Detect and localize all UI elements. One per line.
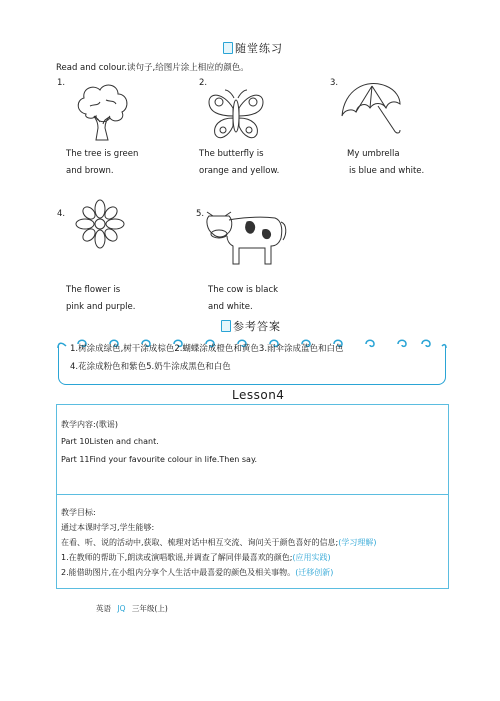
lesson-goal-1: 1.在教师的帮助下,朗读或演唱歌谣,并调查了解同伴最喜欢的颜色;(应用实践)	[61, 553, 331, 562]
item-caption-2: The butterfly is orange and yellow.	[199, 149, 280, 176]
umbrella-picture	[336, 76, 406, 142]
footer-grade: 三年级(上)	[131, 604, 168, 613]
item-caption-4: The flower is pink and purple.	[66, 285, 136, 312]
practice-title	[223, 40, 283, 56]
practice-instruction: Read and colour.读句子,给图片涂上相应的颜色。	[56, 63, 249, 73]
page-footer	[96, 603, 168, 614]
butterfly-picture	[205, 88, 267, 144]
item-number-2: 2.	[199, 78, 208, 88]
notebook-icon	[221, 320, 231, 332]
cow-picture	[199, 204, 289, 270]
footer-subject: 英语	[96, 604, 111, 613]
item-caption-3: My umbrella is blue and white.	[347, 149, 425, 176]
lesson-goals-label: 教学目标:	[61, 508, 96, 517]
practice-title-text: 随堂练习	[235, 42, 283, 55]
lesson-goals-intro: 通过本课时学习,学生能够:	[61, 523, 155, 532]
answers-line-2: 4.花涂成粉色和紫色5.奶牛涂成黑色和白色	[70, 362, 231, 372]
answers-line-1: 1.树涂成绿色,树干涂成棕色2.蝴蝶涂成橙色和黄色3.雨伞涂成蓝色和白色	[70, 344, 344, 354]
goal-tag: (迁移创新)	[295, 568, 334, 577]
item-caption-5: The cow is black and white.	[208, 285, 279, 312]
lesson-divider	[57, 494, 448, 495]
lesson-part-10: Part 10Listen and chant.	[61, 437, 159, 446]
item-number-4: 4.	[57, 209, 66, 219]
lesson-content-label: 教学内容:(歌谣)	[61, 420, 118, 429]
notebook-icon	[223, 42, 233, 54]
lesson-plan-box	[56, 404, 449, 589]
footer-code: JQ	[117, 604, 126, 613]
answers-title-text: 参考答案	[233, 320, 281, 333]
lesson-title: Lesson4	[232, 388, 285, 402]
answers-title	[221, 318, 281, 334]
goal-tag: (学习理解)	[338, 538, 377, 547]
item-number-5: 5.	[196, 209, 205, 219]
item-caption-1: The tree is green and brown.	[66, 149, 139, 176]
goal-tag: (应用实践)	[292, 553, 331, 562]
flower-picture	[71, 199, 129, 249]
lesson-goal-a: 在看、听、说的活动中,获取、梳理对话中相互交流、询问关于颜色喜好的信息;(学习理解)	[61, 538, 377, 547]
lesson-goal-2: 2.能借助图片,在小组内分享个人生活中最喜爱的颜色及相关事物。(迁移创新)	[61, 568, 334, 577]
item-number-3: 3.	[330, 78, 339, 88]
item-number-1: 1.	[57, 78, 66, 88]
lesson-part-11: Part 11Find your favourite colour in life.Then say.	[61, 455, 258, 464]
tree-picture	[72, 82, 132, 144]
